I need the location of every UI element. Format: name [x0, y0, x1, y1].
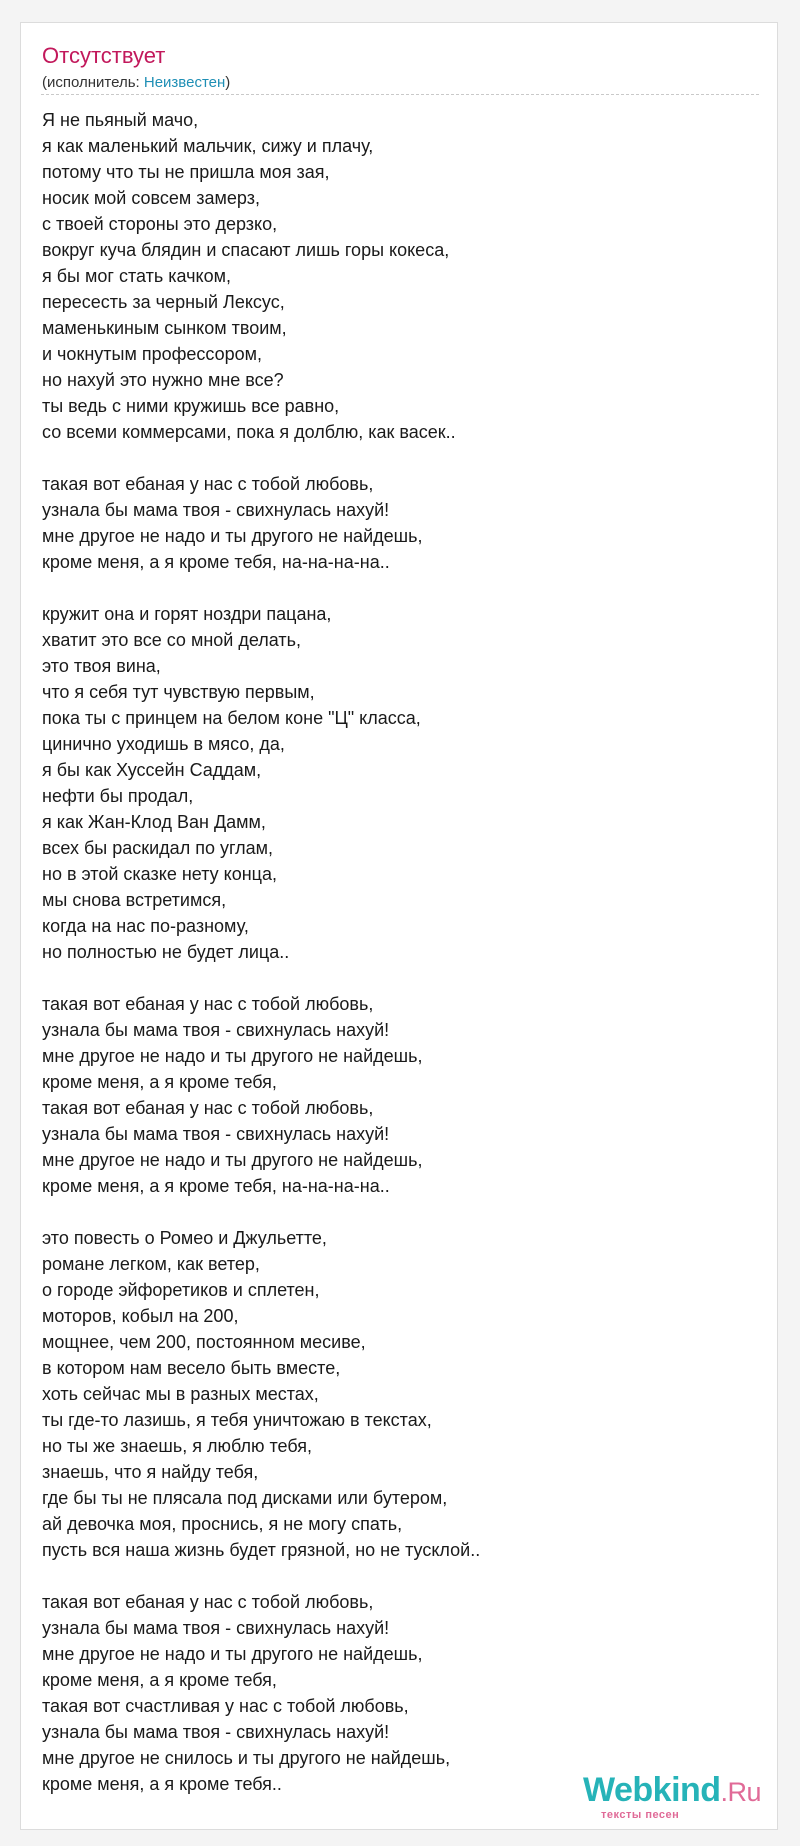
lyrics-line: знаешь, что я найду тебя, — [42, 1462, 259, 1482]
lyrics-line: кроме меня, а я кроме тебя, на-на-на-на.. — [42, 1176, 390, 1196]
lyrics-line: мне другое не надо и ты другого не найдешь, — [42, 1046, 423, 1066]
lyrics-line: когда на нас по-разному, — [42, 916, 249, 936]
lyrics-line: ты ведь с ними кружишь все равно, — [42, 396, 340, 416]
lyrics-line: такая вот счастливая у нас с тобой любовь, — [42, 1696, 409, 1716]
lyrics-line: хоть сейчас мы в разных местах, — [42, 1384, 319, 1404]
lyrics-line: ай девочка моя, проснись, я не могу спать, — [42, 1514, 403, 1534]
lyrics-line: мне другое не надо и ты другого не найдешь, — [42, 1150, 423, 1170]
lyrics-line: цинично уходишь в мясо, да, — [42, 734, 285, 754]
lyrics-line: мне другое не надо и ты другого не найдешь, — [42, 526, 423, 546]
lyrics-line: узнала бы мама твоя - свихнулась нахуй! — [42, 1618, 390, 1638]
lyrics-line: вокруг куча блядин и спасают лишь горы кокеса, — [42, 240, 450, 260]
lyrics-line: это твоя вина, — [42, 656, 161, 676]
lyrics-line: такая вот ебаная у нас с тобой любовь, — [42, 474, 374, 494]
lyrics-line: мне другое не снилось и ты другого не найдешь, — [42, 1748, 451, 1768]
lyrics-line: но в этой сказке нету конца, — [42, 864, 277, 884]
lyrics-line: кружит она и горят ноздри пацана, — [42, 604, 332, 624]
performer-suffix: ) — [225, 74, 231, 91]
performer-line — [42, 74, 230, 91]
lyrics-line: это повесть о Ромео и Джульетте, — [42, 1228, 327, 1248]
lyrics-line: пересесть за черный Лексус, — [42, 292, 285, 312]
lyrics-line: но нахуй это нужно мне все? — [42, 370, 284, 390]
lyrics-stanza — [42, 601, 762, 965]
lyrics-line: я бы мог стать качком, — [42, 266, 231, 286]
lyrics-stanza — [42, 991, 762, 1199]
lyrics-line: я как маленький мальчик, сижу и плачу, — [42, 136, 374, 156]
lyrics-line: я как Жан-Клод Ван Дамм, — [42, 812, 266, 832]
lyrics-line: но полностью не будет лица.. — [42, 942, 290, 962]
lyrics-line: узнала бы мама твоя - свихнулась нахуй! — [42, 500, 390, 520]
logo-wordmark — [583, 1771, 761, 1810]
lyrics-line: узнала бы мама твоя - свихнулась нахуй! — [42, 1124, 390, 1144]
lyrics-line: и чокнутым профессором, — [42, 344, 263, 364]
lyrics-line: хватит это все со мной делать, — [42, 630, 301, 650]
logo-tagline: тексты песен — [601, 1809, 680, 1821]
lyrics-line: мне другое не надо и ты другого не найдешь, — [42, 1644, 423, 1664]
lyrics-line: такая вот ебаная у нас с тобой любовь, — [42, 1098, 374, 1118]
lyrics-line: что я себя тут чувствую первым, — [42, 682, 315, 702]
lyrics-line: такая вот ебаная у нас с тобой любовь, — [42, 994, 374, 1014]
lyrics-line: ты где-то лазишь, я тебя уничтожаю в текстах, — [42, 1410, 432, 1430]
lyrics-line: узнала бы мама твоя - свихнулась нахуй! — [42, 1722, 390, 1742]
lyrics-line: романе легком, как ветер, — [42, 1254, 260, 1274]
lyrics-stanza — [42, 1225, 762, 1563]
lyrics-line: мощнее, чем 200, постоянном месиве, — [42, 1332, 366, 1352]
lyrics-line: где бы ты не плясала под дисками или бутером, — [42, 1488, 448, 1508]
lyrics-line: со всеми коммерсами, пока я долблю, как васек.. — [42, 422, 456, 442]
lyrics-line: всех бы раскидал по углам, — [42, 838, 274, 858]
lyrics-line: такая вот ебаная у нас с тобой любовь, — [42, 1592, 374, 1612]
lyrics-line: в котором нам весело быть вместе, — [42, 1358, 341, 1378]
lyrics-line: маменькиным сынком твоим, — [42, 318, 287, 338]
lyrics-line: кроме меня, а я кроме тебя, — [42, 1670, 277, 1690]
lyrics-line: с твоей стороны это дерзко, — [42, 214, 278, 234]
lyrics-line: узнала бы мама твоя - свихнулась нахуй! — [42, 1020, 390, 1040]
performer-link[interactable]: Неизвестен — [143, 74, 226, 91]
lyrics-stanza — [42, 471, 762, 575]
title-divider — [41, 94, 759, 95]
lyrics-text — [42, 107, 762, 1823]
lyrics-line: я бы как Хуссейн Саддам, — [42, 760, 262, 780]
lyrics-line: кроме меня, а я кроме тебя.. — [42, 1774, 282, 1794]
lyrics-stanza — [42, 1589, 762, 1797]
performer-prefix: (исполнитель: — [42, 74, 144, 91]
lyrics-line: Я не пьяный мачо, — [42, 110, 199, 130]
lyrics-line: о городе эйфоретиков и сплетен, — [42, 1280, 320, 1300]
song-title: Отсутствует — [42, 43, 166, 68]
site-logo[interactable] — [583, 1771, 773, 1823]
lyrics-line: но ты же знаешь, я люблю тебя, — [42, 1436, 312, 1456]
lyrics-stanza — [42, 107, 762, 445]
lyrics-line: кроме меня, а я кроме тебя, — [42, 1072, 277, 1092]
lyrics-line: потому что ты не пришла моя зая, — [42, 162, 330, 182]
lyrics-line: нефти бы продал, — [42, 786, 194, 806]
logo-name: Webkind — [583, 1771, 721, 1809]
lyrics-line: пока ты с принцем на белом коне "Ц" класса, — [42, 708, 421, 728]
lyrics-line: моторов, кобыл на 200, — [42, 1306, 239, 1326]
lyrics-line: мы снова встретимся, — [42, 890, 227, 910]
lyrics-line: кроме меня, а я кроме тебя, на-на-на-на.. — [42, 552, 390, 572]
lyrics-card — [20, 22, 778, 1830]
lyrics-line: носик мой совсем замерз, — [42, 188, 260, 208]
lyrics-line: пусть вся наша жизнь будет грязной, но не тусклой.. — [42, 1540, 481, 1560]
logo-tld: .Ru — [720, 1777, 762, 1807]
